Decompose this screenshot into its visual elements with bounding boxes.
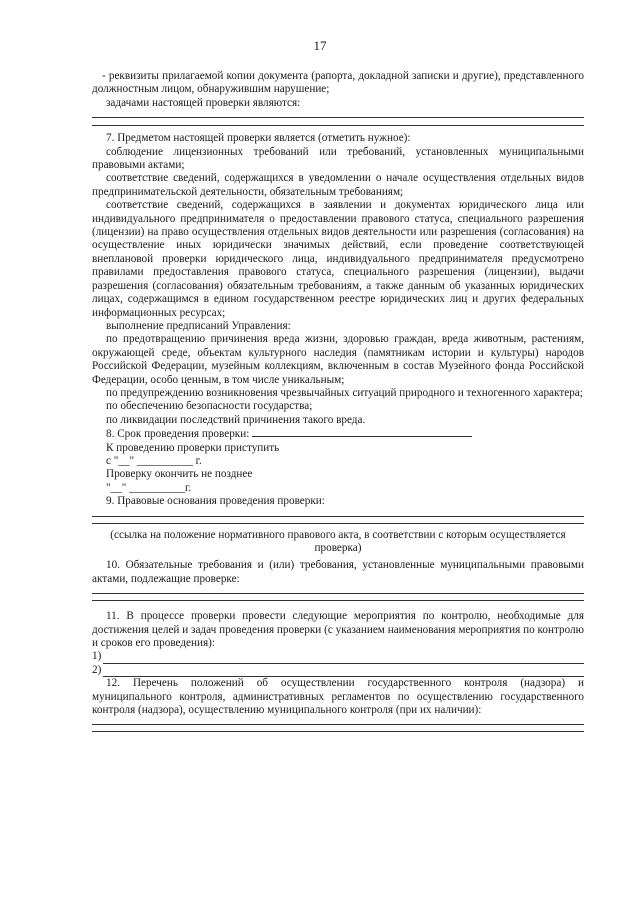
requisites-paragraph: - реквизиты прилагаемой копии документа (рапорта, докладной записки и другие), представленного должностным лицом, обнаружившим нарушение; <box>92 70 584 96</box>
section-7-item: соответствие сведений, содержащихся в заявлении и документах юридического лица или индивидуального предпринимателя о предоставлении правового статуса, специального разрешения (лицензии) на право осуществления отдельных видов деятельности или разрешения (согласования) на осуществление иных юридически значимых действий, если проведение соответствующей внеплановой проверки юридического лица, индивидуального предпринимателя предусмотрено правилами предоставления правового статуса, специального разрешения (лицензии), выдачи разрешения (согласования) обязательным требованиям, а также данным об указанных юридических лицах, содержащимся в едином государственном реестре юридических лиц и других федеральных информационных ресурсах; <box>92 199 584 319</box>
section-7-item: по предупреждению возникновения чрезвычайных ситуаций природного и техногенного характера; <box>106 386 583 399</box>
item-number: 2) <box>92 663 102 676</box>
section-10: 10. Обязательные требования и (или) требования, установленные муниципальными правовыми актами, подлежащие проверке: <box>92 559 584 585</box>
tasks-paragraph: задачами настоящей проверки являются: <box>106 96 301 109</box>
section-7-item: по предотвращению причинения вреда жизни, здоровью граждан, вреда животным, растениям, окружающей среде, объектам культурного наследия (памятникам истории и культуры) народов Российской Федерации, музейным коллекциям, включенным в состав Музейного фонда Российской Федерации, особо ценным, в том числе уникальным; <box>92 333 584 386</box>
section-9-title: 9. Правовые основания проведения проверки: <box>106 495 325 508</box>
section-11-item <box>92 650 584 663</box>
section-7-item: по обеспечению безопасности государства; <box>106 400 313 413</box>
item-number: 1) <box>92 650 102 663</box>
fill-line <box>103 667 584 677</box>
fill-line <box>103 654 584 664</box>
fill-line <box>92 600 584 601</box>
section-11-item <box>92 664 584 677</box>
fill-line <box>92 125 584 126</box>
section-11: 11. В процессе проверки провести следующие мероприятия по контролю, необходимые для достижения целей и задач проведения проверки (с указанием наименования мероприятия по контролю и сроков его проведения): <box>92 610 584 650</box>
page-number: 17 <box>313 38 327 53</box>
section-7-item: соблюдение лицензионных требований или требований, установленных муниципальными правовыми актами; <box>92 145 584 172</box>
fill-line <box>92 724 584 725</box>
fill-line <box>92 523 584 524</box>
fill-line <box>252 427 472 437</box>
document-body <box>92 70 584 737</box>
fill-line <box>92 117 584 118</box>
fill-line <box>92 593 584 594</box>
section-8-end-date: "__" __________г. <box>106 481 192 494</box>
section-7-item: выполнение предписаний Управления: <box>106 319 291 332</box>
fill-line <box>92 731 584 732</box>
section-7-item: соответствие сведений, содержащихся в уведомлении о начале осуществления отдельных видов предпринимательской деятельности, обязательным требованиям; <box>92 172 584 198</box>
fill-line <box>92 516 584 517</box>
section-7-item: по ликвидации последствий причинения такого вреда. <box>106 413 366 426</box>
section-8-start-date: с "__" __________ г. <box>106 454 202 467</box>
section-8-title <box>92 427 584 441</box>
section-8-start: К проведению проверки приступить <box>106 441 280 454</box>
section-7-title: 7. Предметом настоящей проверки является (отметить нужное): <box>106 132 411 145</box>
section-9-note: (ссылка на положение нормативного правового акта, в соответствии с которым осуществляется проверка) <box>110 528 566 554</box>
section-8-end: Проверку окончить не позднее <box>106 468 253 481</box>
section-8-title-text: 8. Срок проведения проверки: <box>106 428 250 441</box>
section-12: 12. Перечень положений об осуществлении государственного контроля (надзора) и муниципального контроля, административных регламентов по осуществлению государственного контроля (надзора), осуществлению муниципального контроля (при их наличии): <box>92 677 584 717</box>
